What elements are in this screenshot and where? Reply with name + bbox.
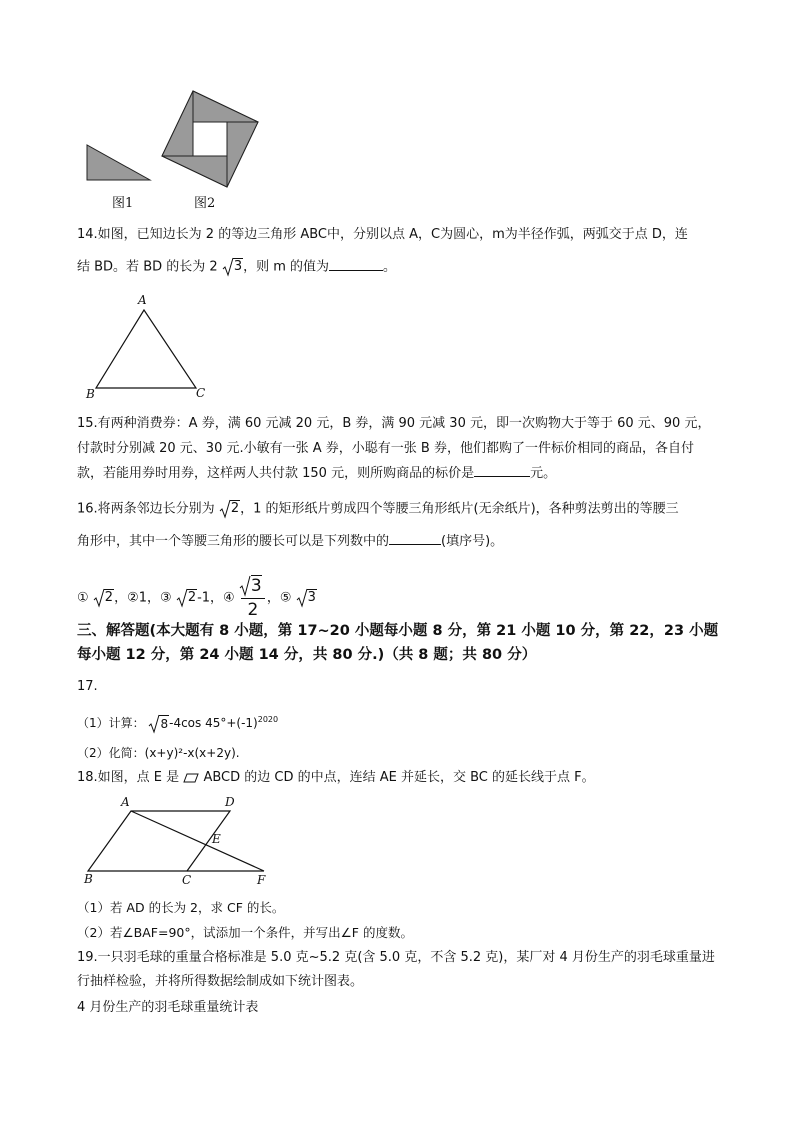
- q14-end: 。: [383, 259, 397, 275]
- figure-2-pinwheel: [158, 87, 262, 191]
- q18-label-E: E: [212, 832, 221, 846]
- q16-end: (填序号)。: [441, 534, 504, 549]
- q14-line1: 14.如图，已知边长为 2 的等边三角形 ABC中，分别以点 A，C为圆心，m为半径作弧，两弧交于点 D，连: [77, 227, 688, 242]
- parallelogram-icon: [183, 773, 199, 783]
- q14-text-b: ，则 m 的值为: [243, 259, 330, 275]
- q14-text-a: 结 BD。若 BD 的长为 2: [77, 259, 218, 275]
- q17-part1: [77, 710, 278, 734]
- q18-part2: （2）若∠BAF=90°，试添加一个条件，并写出∠F 的度数。: [77, 925, 413, 940]
- q14-triangle-figure: [84, 294, 214, 404]
- q17-exponent: 2020: [257, 715, 279, 724]
- q14-line2: [77, 257, 396, 278]
- q16-opt1-sqrt: 2: [93, 588, 114, 608]
- q16-option-2: ，②1，③: [114, 590, 172, 606]
- q14-label-A: A: [138, 293, 147, 307]
- q18-label-D: D: [225, 795, 235, 809]
- q18-label-B: B: [84, 872, 93, 886]
- section-3-heading-line2: 每小题 12 分，第 24 小题 14 分，共 80 分.)（共 8 题；共 80 分）: [77, 647, 537, 663]
- q18-label-C: C: [182, 873, 192, 887]
- q15-line1: 15.有两种消费券：A 券，满 60 元减 20 元，B 券，满 90 元减 30 元，即一次购物大于等于 60 元、90 元，: [77, 416, 711, 431]
- q19-table-title: 4 月份生产的羽毛球重量统计表: [77, 1000, 259, 1015]
- q16-line1: [77, 499, 679, 520]
- q18-label-F: F: [257, 873, 266, 887]
- q18-text-b: ABCD 的边 CD 的中点，连结 AE 并延长，交 BC 的延长线于点 F。: [203, 770, 595, 785]
- q15-end: 元。: [530, 466, 557, 481]
- q16-option-3-tail: -1，④: [197, 590, 235, 606]
- q16-text-b: ，1 的矩形纸片剪成四个等腰三角形纸片(无余纸片)，各种剪法剪出的等腰三: [240, 501, 679, 517]
- q18-label-A: A: [121, 795, 130, 809]
- q16-answer-blank: [389, 532, 441, 545]
- figure-1-caption: 图1: [112, 196, 134, 211]
- q14-label-C: C: [196, 386, 206, 400]
- q16-opt3-sqrt: 2: [176, 588, 197, 608]
- q18-line1: [77, 768, 595, 788]
- q17-part2: （2）化简：(x+y)²-x(x+2y).: [77, 746, 240, 760]
- q17-sqrt: 8: [148, 714, 169, 734]
- q15-text: 款，若能用券时用券，这样两人共付款 150 元，则所购商品的标价是: [77, 466, 475, 481]
- q16-option-1: ①: [77, 590, 89, 606]
- q19-line1: 19.一只羽毛球的重量合格标准是 5.0 克~5.2 克(含 5.0 克，不含 5.2 克)，某厂对 4 月份生产的羽毛球重量进: [77, 950, 715, 965]
- q16-text-c: 角形中，其中一个等腰三角形的腰长可以是下列数中的: [77, 534, 390, 549]
- figure-2-caption: 图2: [194, 196, 216, 211]
- q17-part1-label: （1）计算：: [77, 716, 145, 730]
- q16-options: [77, 575, 317, 621]
- q14-sqrt: 3: [222, 257, 243, 277]
- q16-option-4-fraction: 3 2: [239, 575, 267, 621]
- q19-line2: 行抽样检验，并将所得数据绘制成如下统计图表。: [77, 974, 364, 989]
- q14-answer-blank: [329, 258, 383, 271]
- q16-text-a: 16.将两条邻边长分别为: [77, 501, 215, 517]
- q16-opt5-sqrt: 3: [296, 588, 317, 608]
- q18-part1: （1）若 AD 的长为 2，求 CF 的长。: [77, 900, 285, 915]
- q16-option-5: ，⑤: [266, 590, 292, 606]
- q15-line3: [77, 464, 556, 484]
- section-3-heading-line1: 三、解答题(本大题有 8 小题，第 17~20 小题每小题 8 分，第 21 小题 10 分，第 22，23 小题: [77, 623, 719, 639]
- q15-answer-blank: [474, 464, 530, 477]
- q15-line2: 付款时分别减 20 元、30 元.小敏有一张 A 券，小聪有一张 B 券，他们都购了一件标价相同的商品，各自付: [77, 441, 694, 456]
- q17-number: 17.: [77, 679, 98, 694]
- q16-line2: [77, 532, 503, 552]
- q18-text-a: 18.如图，点 E 是: [77, 770, 180, 785]
- q14-label-B: B: [86, 387, 95, 401]
- q17-expression: -4cos 45°+(-1): [169, 716, 258, 730]
- figure-1-triangle: [84, 142, 154, 184]
- q18-parallelogram-figure: [84, 800, 274, 880]
- q16-sqrt: 2: [219, 499, 240, 519]
